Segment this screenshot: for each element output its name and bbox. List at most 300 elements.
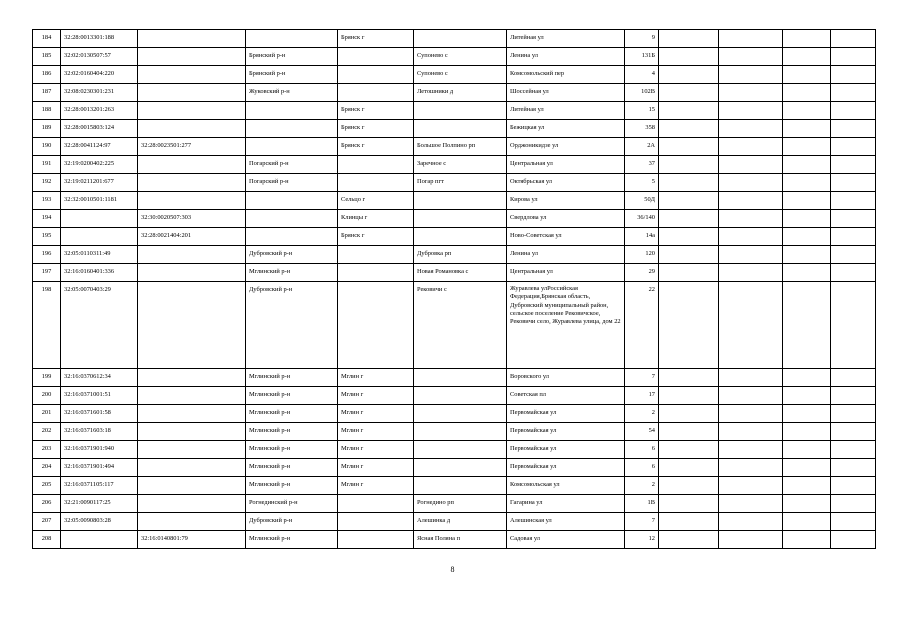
table-row (33, 246, 876, 264)
row-number-cell: 185 (33, 48, 61, 66)
parcel-cadastral-number-cell (138, 387, 246, 405)
settlement-cell (414, 477, 507, 495)
city-cell (338, 246, 414, 264)
parcel-cadastral-number-cell (138, 84, 246, 102)
row-number-cell: 188 (33, 102, 61, 120)
empty-cell (659, 138, 719, 156)
empty-cell (783, 459, 831, 477)
empty-cell (719, 387, 783, 405)
street-cell: Ленина ул (507, 48, 625, 66)
cadastral-number-cell: 32:16:0371603:18 (61, 423, 138, 441)
settlement-cell (414, 441, 507, 459)
empty-cell (831, 138, 876, 156)
parcel-cadastral-number-cell (138, 264, 246, 282)
empty-cell (659, 228, 719, 246)
parcel-cadastral-number-cell: 32:28:0023501:277 (138, 138, 246, 156)
house-number-cell: 50Д (625, 192, 659, 210)
empty-cell (831, 192, 876, 210)
empty-cell (783, 423, 831, 441)
settlement-cell: Супонево с (414, 66, 507, 84)
parcel-cadastral-number-cell (138, 495, 246, 513)
district-cell: Мглинский р-н (246, 387, 338, 405)
cadastral-number-cell: 32:19:0200402:225 (61, 156, 138, 174)
house-number-cell: 5 (625, 174, 659, 192)
row-number-cell: 194 (33, 210, 61, 228)
cadastral-number-cell: 32:16:0160401:336 (61, 264, 138, 282)
table-row (33, 423, 876, 441)
empty-cell (831, 405, 876, 423)
district-cell: Мглинский р-н (246, 423, 338, 441)
house-number-cell: 22 (625, 282, 659, 369)
settlement-cell (414, 192, 507, 210)
empty-cell (831, 228, 876, 246)
city-cell: Брянск г (338, 228, 414, 246)
empty-cell (659, 174, 719, 192)
empty-cell (719, 405, 783, 423)
empty-cell (719, 423, 783, 441)
city-cell: Брянск г (338, 102, 414, 120)
house-number-cell: 1В (625, 495, 659, 513)
empty-cell (783, 513, 831, 531)
empty-cell (719, 84, 783, 102)
empty-cell (783, 30, 831, 48)
table-row (33, 477, 876, 495)
city-cell: Брянск г (338, 120, 414, 138)
house-number-cell: 29 (625, 264, 659, 282)
row-number-cell: 199 (33, 369, 61, 387)
row-number-cell: 193 (33, 192, 61, 210)
district-cell: Погарский р-н (246, 156, 338, 174)
empty-cell (783, 66, 831, 84)
parcel-cadastral-number-cell (138, 30, 246, 48)
settlement-cell: Рековичи с (414, 282, 507, 369)
row-number-cell: 203 (33, 441, 61, 459)
empty-cell (719, 246, 783, 264)
empty-cell (783, 495, 831, 513)
row-number-cell: 207 (33, 513, 61, 531)
street-cell: Первомайская ул (507, 459, 625, 477)
house-number-cell: 14а (625, 228, 659, 246)
settlement-cell (414, 423, 507, 441)
street-cell: Октябрьская ул (507, 174, 625, 192)
empty-cell (719, 174, 783, 192)
parcel-cadastral-number-cell (138, 282, 246, 369)
city-cell: Мглин г (338, 477, 414, 495)
empty-cell (719, 48, 783, 66)
parcel-cadastral-number-cell (138, 156, 246, 174)
empty-cell (719, 120, 783, 138)
district-cell: Дубровский р-н (246, 246, 338, 264)
empty-cell (659, 459, 719, 477)
empty-cell (831, 477, 876, 495)
city-cell (338, 264, 414, 282)
empty-cell (831, 282, 876, 369)
empty-cell (719, 369, 783, 387)
district-cell: Мглинский р-н (246, 531, 338, 549)
row-number-cell: 195 (33, 228, 61, 246)
settlement-cell: Дубровка рп (414, 246, 507, 264)
cadastral-number-cell: 32:16:0370612:34 (61, 369, 138, 387)
empty-cell (719, 228, 783, 246)
parcel-cadastral-number-cell (138, 441, 246, 459)
city-cell (338, 513, 414, 531)
cadastral-number-cell: 32:05:0090803:28 (61, 513, 138, 531)
city-cell (338, 282, 414, 369)
page-number: 8 (450, 565, 455, 574)
row-number-cell: 190 (33, 138, 61, 156)
empty-cell (831, 102, 876, 120)
city-cell (338, 531, 414, 549)
empty-cell (783, 387, 831, 405)
empty-cell (831, 174, 876, 192)
house-number-cell: 37 (625, 156, 659, 174)
cadastral-number-cell: 32:32:0010501:1181 (61, 192, 138, 210)
house-number-cell: 4 (625, 66, 659, 84)
empty-cell (659, 405, 719, 423)
house-number-cell: 54 (625, 423, 659, 441)
table-row (33, 120, 876, 138)
empty-cell (659, 84, 719, 102)
city-cell: Мглин г (338, 387, 414, 405)
house-number-cell: 36/140 (625, 210, 659, 228)
city-cell: Клинцы г (338, 210, 414, 228)
house-number-cell: 358 (625, 120, 659, 138)
parcel-cadastral-number-cell (138, 120, 246, 138)
empty-cell (719, 459, 783, 477)
city-cell (338, 48, 414, 66)
parcel-cadastral-number-cell (138, 102, 246, 120)
street-cell: Гагарина ул (507, 495, 625, 513)
parcel-cadastral-number-cell (138, 66, 246, 84)
empty-cell (659, 210, 719, 228)
district-cell: Рогнединский р-н (246, 495, 338, 513)
row-number-cell: 192 (33, 174, 61, 192)
row-number-cell: 189 (33, 120, 61, 138)
settlement-cell (414, 405, 507, 423)
table-row (33, 495, 876, 513)
district-cell: Брянский р-н (246, 48, 338, 66)
row-number-cell: 186 (33, 66, 61, 84)
empty-cell (659, 531, 719, 549)
row-number-cell: 198 (33, 282, 61, 369)
cadastral-number-cell (61, 228, 138, 246)
street-cell: Советская пл (507, 387, 625, 405)
table-row (33, 264, 876, 282)
empty-cell (783, 120, 831, 138)
empty-cell (831, 120, 876, 138)
street-cell: Садовая ул (507, 531, 625, 549)
settlement-cell (414, 102, 507, 120)
table-row (33, 405, 876, 423)
empty-cell (783, 531, 831, 549)
table-row (33, 84, 876, 102)
empty-cell (659, 120, 719, 138)
empty-cell (783, 477, 831, 495)
empty-cell (783, 156, 831, 174)
cadastral-number-cell (61, 210, 138, 228)
empty-cell (719, 264, 783, 282)
empty-cell (783, 441, 831, 459)
empty-cell (783, 210, 831, 228)
district-cell: Дубровский р-н (246, 282, 338, 369)
district-cell: Мглинский р-н (246, 369, 338, 387)
district-cell (246, 192, 338, 210)
street-cell: Первомайская ул (507, 405, 625, 423)
table-row (33, 66, 876, 84)
city-cell (338, 84, 414, 102)
empty-cell (659, 48, 719, 66)
house-number-cell: 102В (625, 84, 659, 102)
settlement-cell: Рогнедино рп (414, 495, 507, 513)
table-row (33, 174, 876, 192)
settlement-cell (414, 459, 507, 477)
table-row (33, 102, 876, 120)
empty-cell (783, 102, 831, 120)
city-cell: Мглин г (338, 423, 414, 441)
empty-cell (659, 264, 719, 282)
empty-cell (783, 264, 831, 282)
street-cell: Шоссейная ул (507, 84, 625, 102)
settlement-cell (414, 120, 507, 138)
cadastral-number-cell: 32:02:0160404:220 (61, 66, 138, 84)
empty-cell (719, 192, 783, 210)
row-number-cell: 196 (33, 246, 61, 264)
street-cell: Ново-Советская ул (507, 228, 625, 246)
table-row (33, 30, 876, 48)
house-number-cell: 7 (625, 369, 659, 387)
district-cell: Дубровский р-н (246, 513, 338, 531)
city-cell: Мглин г (338, 369, 414, 387)
district-cell: Мглинский р-н (246, 264, 338, 282)
district-cell: Мглинский р-н (246, 405, 338, 423)
parcel-cadastral-number-cell: 32:16:0140801:79 (138, 531, 246, 549)
row-number-cell: 197 (33, 264, 61, 282)
settlement-cell (414, 369, 507, 387)
parcel-cadastral-number-cell (138, 513, 246, 531)
house-number-cell: 17 (625, 387, 659, 405)
street-cell: Кирова ул (507, 192, 625, 210)
table-row (33, 387, 876, 405)
empty-cell (659, 30, 719, 48)
house-number-cell: 12 (625, 531, 659, 549)
empty-cell (783, 84, 831, 102)
street-cell: Литейная ул (507, 102, 625, 120)
cadastral-number-cell: 32:28:0013301:188 (61, 30, 138, 48)
district-cell (246, 30, 338, 48)
settlement-cell: Супонево с (414, 48, 507, 66)
settlement-cell: Ясная Поляна п (414, 531, 507, 549)
table-row (33, 210, 876, 228)
street-cell: Ленина ул (507, 246, 625, 264)
street-cell: Первомайская ул (507, 423, 625, 441)
empty-cell (659, 282, 719, 369)
parcel-cadastral-number-cell (138, 477, 246, 495)
house-number-cell: 131Б (625, 48, 659, 66)
empty-cell (659, 369, 719, 387)
empty-cell (831, 66, 876, 84)
house-number-cell: 6 (625, 459, 659, 477)
property-table (32, 29, 876, 549)
district-cell: Жуковский р-н (246, 84, 338, 102)
settlement-cell: Большое Полпино рп (414, 138, 507, 156)
empty-cell (659, 513, 719, 531)
empty-cell (783, 138, 831, 156)
empty-cell (831, 369, 876, 387)
house-number-cell: 120 (625, 246, 659, 264)
settlement-cell: Заречное с (414, 156, 507, 174)
row-number-cell: 202 (33, 423, 61, 441)
city-cell: Мглин г (338, 405, 414, 423)
row-number-cell: 206 (33, 495, 61, 513)
street-cell: Алешинская ул (507, 513, 625, 531)
empty-cell (831, 459, 876, 477)
empty-cell (831, 441, 876, 459)
district-cell: Мглинский р-н (246, 459, 338, 477)
cadastral-number-cell: 32:16:0371901:494 (61, 459, 138, 477)
parcel-cadastral-number-cell: 32:30:0020507:303 (138, 210, 246, 228)
cadastral-number-cell: 32:08:0230301:231 (61, 84, 138, 102)
city-cell: Сельцо г (338, 192, 414, 210)
table-row (33, 531, 876, 549)
district-cell (246, 102, 338, 120)
district-cell: Погарский р-н (246, 174, 338, 192)
empty-cell (783, 48, 831, 66)
cadastral-number-cell: 32:16:0371001:51 (61, 387, 138, 405)
street-cell: Орджоникидзе ул (507, 138, 625, 156)
empty-cell (783, 192, 831, 210)
street-cell: Центральная ул (507, 156, 625, 174)
table-row (33, 192, 876, 210)
empty-cell (783, 369, 831, 387)
parcel-cadastral-number-cell (138, 369, 246, 387)
house-number-cell: 9 (625, 30, 659, 48)
parcel-cadastral-number-cell (138, 48, 246, 66)
cadastral-number-cell: 32:16:0371601:58 (61, 405, 138, 423)
empty-cell (831, 513, 876, 531)
empty-cell (783, 228, 831, 246)
table-row (33, 513, 876, 531)
cadastral-number-cell: 32:28:0015803:124 (61, 120, 138, 138)
settlement-cell (414, 30, 507, 48)
house-number-cell: 15 (625, 102, 659, 120)
empty-cell (659, 156, 719, 174)
street-cell: Литейная ул (507, 30, 625, 48)
empty-cell (719, 102, 783, 120)
parcel-cadastral-number-cell (138, 423, 246, 441)
city-cell (338, 495, 414, 513)
empty-cell (659, 192, 719, 210)
parcel-cadastral-number-cell (138, 246, 246, 264)
empty-cell (659, 441, 719, 459)
table-row (33, 441, 876, 459)
empty-cell (719, 495, 783, 513)
row-number-cell: 204 (33, 459, 61, 477)
house-number-cell: 2 (625, 405, 659, 423)
settlement-cell: Погар пгт (414, 174, 507, 192)
house-number-cell: 7 (625, 513, 659, 531)
district-cell (246, 210, 338, 228)
cadastral-number-cell: 32:28:0013201:263 (61, 102, 138, 120)
empty-cell (831, 264, 876, 282)
empty-cell (719, 156, 783, 174)
empty-cell (719, 138, 783, 156)
street-cell: Бежицкая ул (507, 120, 625, 138)
empty-cell (659, 423, 719, 441)
empty-cell (719, 282, 783, 369)
city-cell: Мглин г (338, 459, 414, 477)
house-number-cell: 2А (625, 138, 659, 156)
empty-cell (831, 48, 876, 66)
empty-cell (659, 102, 719, 120)
empty-cell (831, 84, 876, 102)
city-cell: Брянск г (338, 30, 414, 48)
table-row (33, 459, 876, 477)
city-cell (338, 66, 414, 84)
cadastral-number-cell: 32:16:0371105:117 (61, 477, 138, 495)
row-number-cell: 201 (33, 405, 61, 423)
empty-cell (831, 495, 876, 513)
cadastral-number-cell: 32:05:0070403:29 (61, 282, 138, 369)
row-number-cell: 187 (33, 84, 61, 102)
table-row (33, 369, 876, 387)
empty-cell (831, 30, 876, 48)
settlement-cell: Новая Романовка с (414, 264, 507, 282)
row-number-cell: 205 (33, 477, 61, 495)
row-number-cell: 200 (33, 387, 61, 405)
empty-cell (783, 174, 831, 192)
cadastral-number-cell: 32:02:0130507:57 (61, 48, 138, 66)
district-cell: Мглинский р-н (246, 477, 338, 495)
parcel-cadastral-number-cell (138, 174, 246, 192)
district-cell: Мглинский р-н (246, 441, 338, 459)
street-cell: Воровского ул (507, 369, 625, 387)
house-number-cell: 2 (625, 477, 659, 495)
settlement-cell (414, 387, 507, 405)
settlement-cell (414, 228, 507, 246)
empty-cell (719, 513, 783, 531)
house-number-cell: 6 (625, 441, 659, 459)
row-number-cell: 184 (33, 30, 61, 48)
city-cell: Брянск г (338, 138, 414, 156)
settlement-cell (414, 210, 507, 228)
empty-cell (659, 477, 719, 495)
street-cell: Комсомольская ул (507, 477, 625, 495)
district-cell (246, 228, 338, 246)
cadastral-number-cell: 32:19:0211201:677 (61, 174, 138, 192)
empty-cell (831, 423, 876, 441)
cadastral-number-cell: 32:16:0371901:940 (61, 441, 138, 459)
empty-cell (719, 531, 783, 549)
table-row (33, 228, 876, 246)
empty-cell (783, 246, 831, 264)
empty-cell (719, 210, 783, 228)
empty-cell (831, 156, 876, 174)
table-row (33, 138, 876, 156)
parcel-cadastral-number-cell: 32:28:0021404:201 (138, 228, 246, 246)
street-cell: Центральная ул (507, 264, 625, 282)
street-cell: Журавлева улРоссийская Федерация,Брянская область, Дубровский муниципальный район, сельское поселение Рековичское, Рековичи село, Журавлева улица, дом 22 (507, 282, 625, 369)
street-cell: Первомайская ул (507, 441, 625, 459)
district-cell (246, 120, 338, 138)
empty-cell (831, 210, 876, 228)
district-cell: Брянский р-н (246, 66, 338, 84)
city-cell (338, 156, 414, 174)
street-cell: Свердлова ул (507, 210, 625, 228)
empty-cell (719, 66, 783, 84)
row-number-cell: 208 (33, 531, 61, 549)
street-cell: Комсомольский пер (507, 66, 625, 84)
parcel-cadastral-number-cell (138, 192, 246, 210)
